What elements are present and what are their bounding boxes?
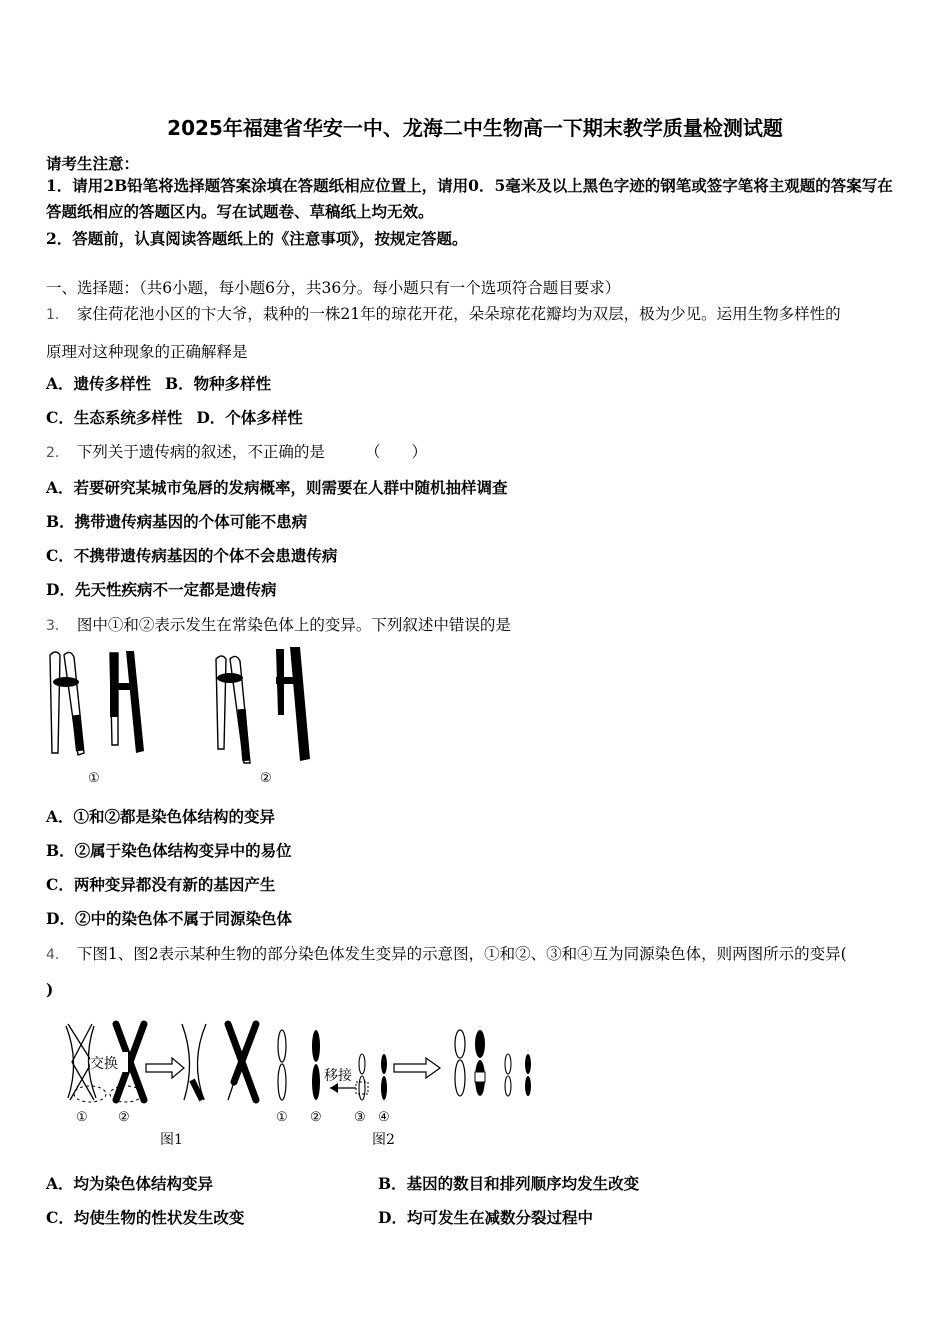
- arrow-right-icon: [394, 1058, 440, 1078]
- option-a[interactable]: A．若要研究某城市兔唇的发病概率，则需要在人群中随机抽样调查: [46, 478, 508, 497]
- figure-1: [66, 1024, 256, 1148]
- question-number: 2．: [46, 445, 69, 461]
- option-d[interactable]: D．②中的染色体不属于同源染色体: [46, 909, 292, 928]
- question-3-stem: 图中①和②表示发生在常染色体上的变异。下列叙述中错误的是: [76, 616, 511, 634]
- question-1-stem: 家住荷花池小区的卞大爷，栽种的一株21年的琼花开花，朵朵琼花花瓣均为双层，极为少见。运用生物多样性的: [76, 305, 841, 323]
- option-a[interactable]: A．遗传多样性: [46, 374, 152, 393]
- question-2-stem: 下列关于遗传病的叙述，不正确的是: [76, 443, 325, 461]
- page-title: 2025年福建省华安一中、龙海二中生物高一下期末教学质量检测试题: [167, 116, 783, 140]
- figure-1-caption: 图1: [160, 1132, 183, 1148]
- option-b[interactable]: B．物种多样性: [165, 374, 272, 393]
- option-b[interactable]: B．携带遗传病基因的个体可能不患病: [46, 512, 308, 531]
- option-a[interactable]: A．均为染色体结构变异: [46, 1174, 214, 1193]
- notice-heading: 请考生注意：: [46, 154, 140, 173]
- question-2-stem-line: [46, 440, 427, 462]
- question-4-line-1: [46, 942, 847, 964]
- crossover-label: 交换: [90, 1056, 118, 1072]
- question-number: 1．: [46, 307, 69, 323]
- translocation-label: 移接: [324, 1068, 352, 1084]
- chromosome-pair-2: [216, 647, 310, 786]
- question-3-stem-line: [46, 613, 511, 635]
- notice-item-1: 1．请用2B铅笔将选择题答案涂填在答题纸相应位置上，请用0．5毫米及以上黑色字迹的钢笔或签字笔将主观题的答案写在答题纸相应的答题区内。写在试题卷、草稿纸上均无效。: [46, 176, 893, 221]
- arrow-right-icon: [146, 1058, 184, 1078]
- question-4-stem: 下图1、图2表示某种生物的部分染色体发生变异的示意图，①和②、③和④互为同源染色体，则两图所示的变异(: [76, 945, 847, 963]
- chromosome-figure-q3: [44, 645, 324, 790]
- chromosome-label-3: ③: [354, 1110, 366, 1125]
- option-d[interactable]: D．均可发生在减数分裂过程中: [378, 1208, 593, 1227]
- chromosome-label-1: ①: [76, 1110, 88, 1125]
- question-4-line-2: ): [46, 980, 54, 999]
- question-number: 4．: [46, 947, 69, 963]
- chromosome-label-1: ①: [276, 1110, 288, 1125]
- figure-2: [276, 1030, 531, 1148]
- figure-label-2: ②: [260, 771, 272, 786]
- figure-2-caption: 图2: [372, 1132, 395, 1148]
- option-d[interactable]: D．先天性疾病不一定都是遗传病: [46, 580, 277, 599]
- option-b[interactable]: B．②属于染色体结构变异中的易位: [46, 841, 292, 860]
- chromosome-pair-1: [50, 651, 144, 786]
- question-number: 3．: [46, 618, 69, 634]
- figure-label-1: ①: [88, 771, 100, 786]
- chromosome-figure-q4: [60, 1016, 550, 1151]
- question-1-line-1: [46, 302, 841, 324]
- answer-paren: （ ）: [364, 443, 427, 461]
- option-b[interactable]: B．基因的数目和排列顺序均发生改变: [378, 1174, 640, 1193]
- notice-item-2: 2．答题前，认真阅读答题纸上的《注意事项》，按规定答题。: [46, 229, 468, 248]
- chromosome-label-2: ②: [310, 1110, 322, 1125]
- chromosome-label-4: ④: [378, 1110, 390, 1125]
- section-heading: 一、选择题：（共6小题，每小题6分，共36分。每小题只有一个选项符合题目要求）: [46, 279, 621, 297]
- question-1-line-2: 原理对这种现象的正确解释是: [46, 343, 248, 361]
- chromosome-label-2: ②: [118, 1110, 130, 1125]
- option-c[interactable]: C．两种变异都没有新的基因产生: [46, 875, 276, 894]
- option-c[interactable]: C．不携带遗传病基因的个体不会患遗传病: [46, 546, 338, 565]
- option-a[interactable]: A．①和②都是染色体结构的变异: [46, 807, 276, 826]
- option-d[interactable]: D．个体多样性: [196, 408, 303, 427]
- option-c[interactable]: C．均使生物的性状发生改变: [46, 1208, 245, 1227]
- option-c[interactable]: C．生态系统多样性: [46, 408, 183, 427]
- question-1-options-cd: [46, 406, 303, 428]
- question-1-options-ab: [46, 372, 271, 394]
